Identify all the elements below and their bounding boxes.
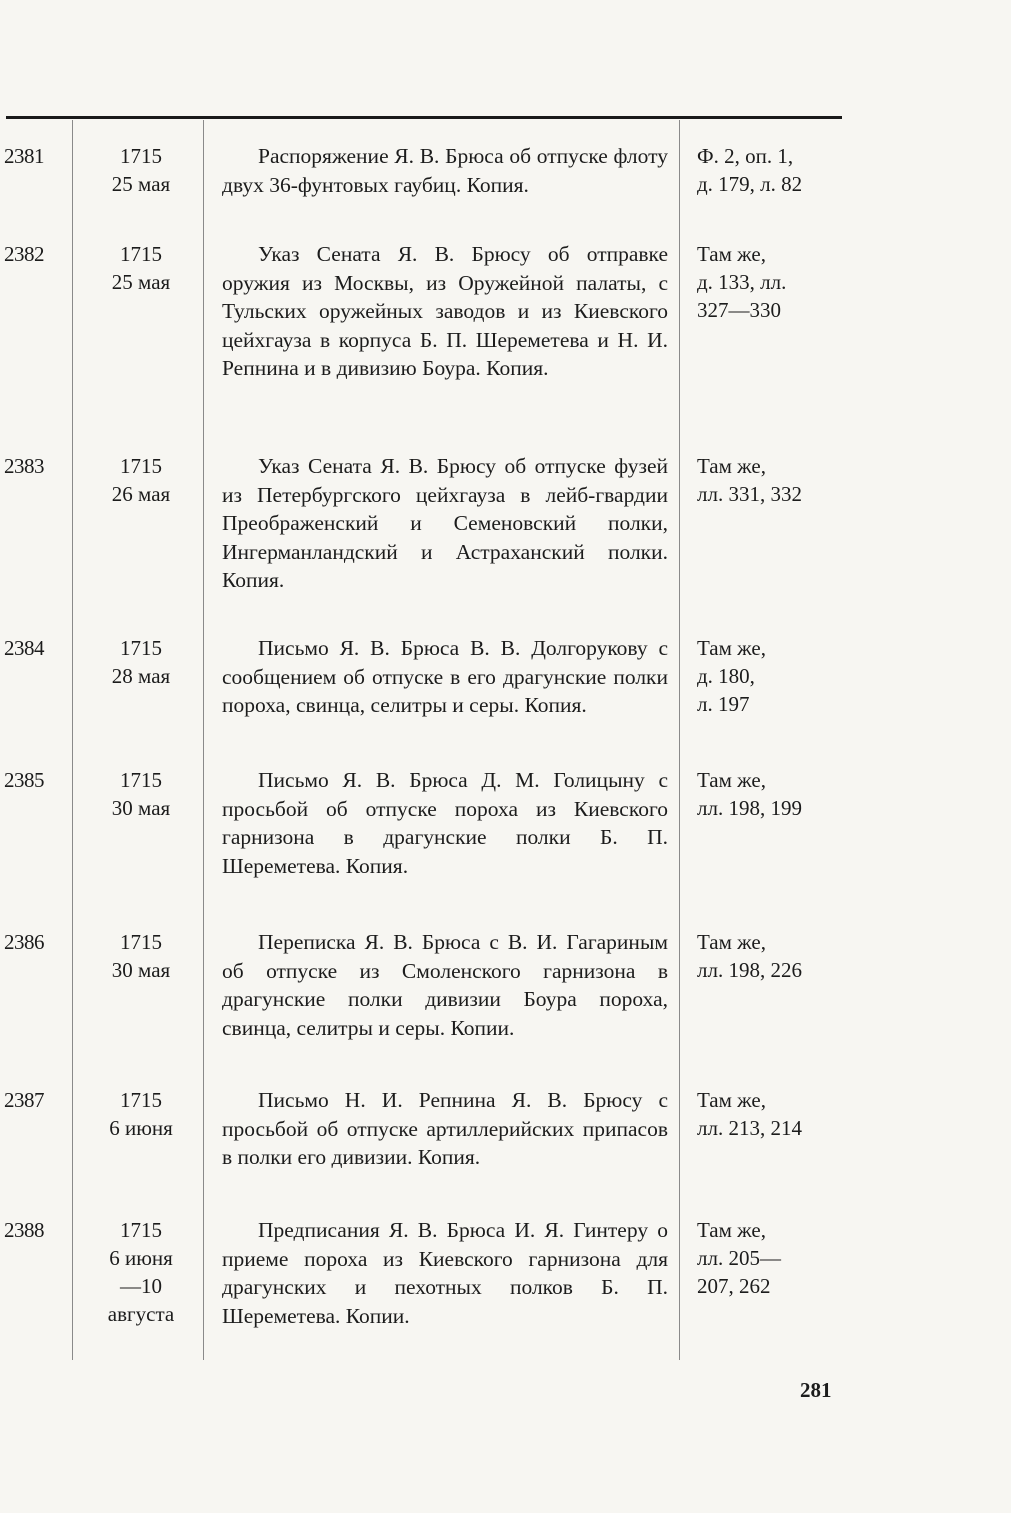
- page-number: 281: [800, 1378, 832, 1402]
- date-line: 25 мая: [111, 172, 171, 196]
- entry-description: [222, 240, 668, 383]
- reference-line: Там же,: [697, 768, 766, 792]
- date-line: 1715: [120, 144, 162, 168]
- description-text: Распоряжение Я. В. Брюса об отпуске флоту двух 36-фунтовых гаубиц. Копия.: [222, 144, 668, 197]
- description-text: Письмо Я. В. Брюса В. В. Долгорукову с сообщением об отпуске в его драгунские полки пороха, свинца, селитры и серы. Копия.: [222, 636, 668, 718]
- entry-reference: [697, 1086, 847, 1142]
- entry-description: [222, 928, 668, 1042]
- date-line: 1715: [120, 930, 162, 954]
- date-line: 1715: [120, 454, 162, 478]
- entry-date: [84, 634, 198, 690]
- entry-description: [222, 1086, 668, 1172]
- description-text: Письмо Н. И. Репнина Я. В. Брюсу с просьбой об отпуске артиллерийских припасов в полки его дивизии. Копия.: [222, 1088, 668, 1170]
- entry-number: 2384: [4, 636, 44, 660]
- column-divider-3: [679, 120, 680, 1360]
- description-text: Указ Сената Я. В. Брюсу об отправке оружия из Москвы, из Оружейной палаты, с Тульских оружейных заводов и из Киевского цейхгауза в корпуса Б. П. Шереметева и Н. И. Репнина и в дивизию Боура. Копия.: [222, 242, 668, 381]
- reference-line: лл. 331, 332: [697, 482, 802, 506]
- reference-line: лл. 198, 199: [697, 796, 802, 820]
- reference-line: д. 133, лл.: [697, 270, 787, 294]
- entry-date: [84, 766, 198, 822]
- entry-date: [84, 1086, 198, 1142]
- date-line: августа: [107, 1302, 175, 1326]
- date-line: 1715: [120, 636, 162, 660]
- reference-line: 327—330: [697, 298, 781, 322]
- date-line: 30 мая: [111, 796, 171, 820]
- entry-reference: [697, 928, 847, 984]
- entry-description: [222, 766, 668, 880]
- reference-line: Там же,: [697, 636, 766, 660]
- reference-line: Ф. 2, оп. 1,: [697, 144, 794, 168]
- reference-line: лл. 213, 214: [697, 1116, 802, 1140]
- description-text: Переписка Я. В. Брюса с В. И. Гагариным об отпуске из Смоленского гарнизона в драгунские полки дивизии Боура пороха, свинца, селитры и серы. Копии.: [222, 930, 668, 1040]
- entry-reference: [697, 240, 847, 324]
- entry-number: 2386: [4, 930, 44, 954]
- description-text: Предписания Я. В. Брюса И. Я. Гинтеру о приеме пороха из Киевского гарнизона для драгунских и пехотных полков Б. П. Шереметева. Копии.: [222, 1218, 668, 1328]
- reference-line: Там же,: [697, 1088, 766, 1112]
- date-line: 1715: [120, 1218, 162, 1242]
- date-line: 26 мая: [111, 482, 171, 506]
- entry-number: 2388: [4, 1218, 44, 1242]
- entry-number: 2383: [4, 454, 44, 478]
- date-line: 1715: [120, 768, 162, 792]
- entry-number: 2385: [4, 768, 44, 792]
- top-rule: [6, 116, 842, 119]
- date-line: —10: [120, 1274, 162, 1298]
- description-text: Указ Сената Я. В. Брюсу об отпуске фузей из Петербургского цейхгауза в лейб-гвардии Преображенский и Семеновский полки, Ингерманландский и Астраханский полки. Копия.: [222, 454, 668, 593]
- entry-description: [222, 1216, 668, 1330]
- reference-line: Там же,: [697, 242, 766, 266]
- date-line: 1715: [120, 1088, 162, 1112]
- entry-reference: [697, 142, 847, 198]
- reference-line: Там же,: [697, 1218, 766, 1242]
- entry-reference: [697, 766, 847, 822]
- reference-line: л. 197: [697, 692, 750, 716]
- entry-reference: [697, 1216, 847, 1300]
- entry-description: [222, 452, 668, 595]
- date-line: 6 июня: [109, 1116, 173, 1140]
- reference-line: лл. 205—: [697, 1246, 781, 1270]
- reference-line: 207, 262: [697, 1274, 771, 1298]
- date-line: 30 мая: [111, 958, 171, 982]
- description-text: Письмо Я. В. Брюса Д. М. Голицыну с просьбой об отпуске пороха из Киевского гарнизона в драгунские полки Б. П. Шереметева. Копия.: [222, 768, 668, 878]
- entry-date: [84, 240, 198, 296]
- entry-reference: [697, 634, 847, 718]
- entry-number: 2381: [4, 144, 44, 168]
- reference-line: Там же,: [697, 454, 766, 478]
- column-divider-1: [72, 120, 73, 1360]
- date-line: 25 мая: [111, 270, 171, 294]
- entry-number: 2382: [4, 242, 44, 266]
- entry-description: [222, 142, 668, 199]
- date-line: 1715: [120, 242, 162, 266]
- reference-line: д. 180,: [697, 664, 755, 688]
- column-divider-2: [203, 120, 204, 1360]
- entry-reference: [697, 452, 847, 508]
- entry-date: [84, 928, 198, 984]
- reference-line: лл. 198, 226: [697, 958, 802, 982]
- entry-date: [84, 452, 198, 508]
- entry-description: [222, 634, 668, 720]
- entry-date: [84, 1216, 198, 1328]
- reference-line: Там же,: [697, 930, 766, 954]
- date-line: 6 июня: [109, 1246, 173, 1270]
- date-line: 28 мая: [111, 664, 171, 688]
- entry-date: [84, 142, 198, 198]
- entry-number: 2387: [4, 1088, 44, 1112]
- reference-line: д. 179, л. 82: [697, 172, 803, 196]
